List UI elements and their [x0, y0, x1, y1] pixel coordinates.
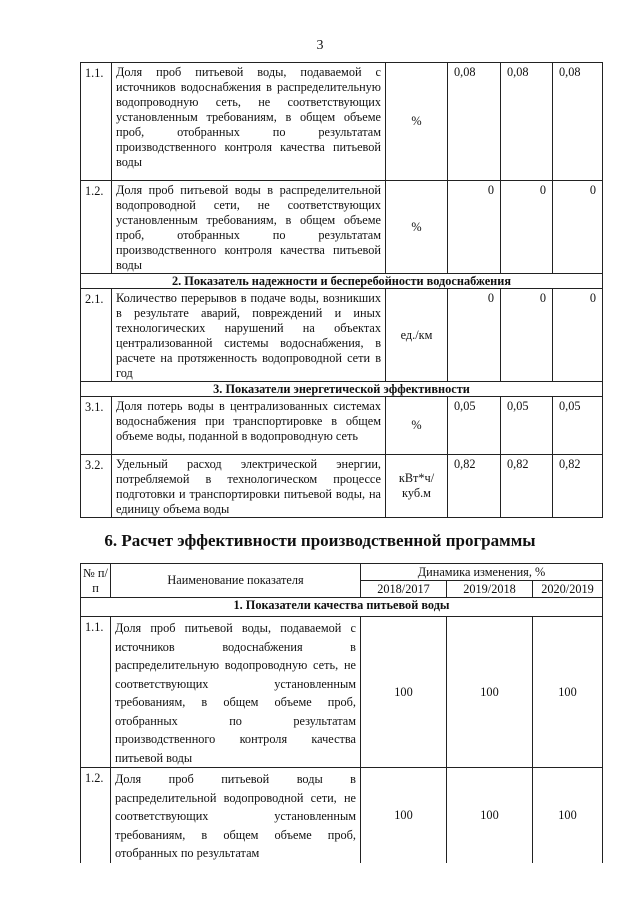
section-row: [81, 598, 603, 617]
section-title: 2. Показатель надежности и бесперебойности водоснабжения: [81, 274, 603, 289]
value-cell: 100: [361, 768, 447, 863]
indicator-unit: %: [386, 181, 448, 274]
indicator-name: Количество перерывов в подаче воды, возникших в результате аварий, повреждений и иных технологических нарушений на объектах централизованной системы водоснабжения, в расчете на протяженность водопроводной сети в год: [112, 289, 386, 382]
value-cell: 0,82: [553, 455, 603, 518]
indicator-unit: %: [386, 63, 448, 181]
row-number: 2.1.: [81, 289, 112, 382]
table-row: [81, 768, 603, 863]
section-heading: 6. Расчет эффективности производственной программы: [104, 531, 536, 550]
row-number: 1.1.: [81, 617, 111, 768]
value-cell: 0,08: [553, 63, 603, 181]
table-row: [81, 455, 603, 518]
indicator-name: Доля проб питьевой воды, подаваемой с источников водоснабжения в распределительную водопроводную сеть, не соответствующих установленным требованиям, в общем объеме проб, отобранных по результатам производственного контроля качества питьевой воды: [111, 617, 361, 768]
value-cell: 100: [447, 617, 533, 768]
value-cell: 0,05: [448, 397, 501, 455]
row-number: 1.2.: [81, 768, 111, 863]
row-number: 3.2.: [81, 455, 112, 518]
table-row: [81, 617, 603, 768]
indicator-unit: %: [386, 397, 448, 455]
value-cell: 100: [447, 768, 533, 863]
row-number: 3.1.: [81, 397, 112, 455]
header-dynamics: Динамика изменения, %: [361, 564, 603, 581]
header-row: [81, 564, 603, 581]
value-cell: 0: [553, 289, 603, 382]
value-cell: 0: [448, 181, 501, 274]
indicators-table: [80, 62, 603, 518]
indicator-name: Доля проб питьевой воды, подаваемой с источников водоснабжения в распределительную водопроводную сеть, не соответствующих установленным требованиям, в общем объеме проб, отобранных по результатам производственного контроля качества питьевой воды: [112, 63, 386, 181]
section-row: [81, 274, 603, 289]
table-row: [81, 181, 603, 274]
value-cell: 0,05: [501, 397, 553, 455]
value-cell: 0,05: [553, 397, 603, 455]
value-cell: 0,08: [501, 63, 553, 181]
value-cell: 0: [501, 181, 553, 274]
efficiency-table: [80, 563, 603, 863]
header-year: 2019/2018: [447, 581, 533, 598]
value-cell: 0,82: [448, 455, 501, 518]
value-cell: 0: [501, 289, 553, 382]
row-number: 1.2.: [81, 181, 112, 274]
value-cell: 100: [533, 617, 603, 768]
value-cell: 0: [553, 181, 603, 274]
indicator-unit: ед./км: [386, 289, 448, 382]
value-cell: 100: [533, 768, 603, 863]
indicator-name: Удельный расход электрической энергии, потребляемой в технологическом процессе подготовки и транспортировки питьевой воды, на единицу объема воды: [112, 455, 386, 518]
value-cell: 0,08: [448, 63, 501, 181]
header-name: Наименование показателя: [111, 564, 361, 598]
value-cell: 100: [361, 617, 447, 768]
indicator-name: Доля потерь воды в централизованных системах водоснабжения при транспортировке в общем объеме воды, поданной в водопроводную сеть: [112, 397, 386, 455]
indicator-name: Доля проб питьевой воды в распределительной водопроводной сети, не соответствующих установленным требованиям, в общем объеме проб, отобранных по результатам производственного контроля качества питьевой воды: [112, 181, 386, 274]
value-cell: 0,82: [501, 455, 553, 518]
row-number: 1.1.: [81, 63, 112, 181]
section-title: 3. Показатели энергетической эффективности: [81, 382, 603, 397]
section-title: 1. Показатели качества питьевой воды: [81, 598, 603, 617]
page-number: 3: [316, 38, 324, 53]
header-num: № п/п: [81, 564, 111, 598]
header-year: 2018/2017: [361, 581, 447, 598]
table-row: [81, 397, 603, 455]
header-year: 2020/2019: [533, 581, 603, 598]
section-row: [81, 382, 603, 397]
table-row: [81, 289, 603, 382]
indicator-unit: кВт*ч/ куб.м: [386, 455, 448, 518]
value-cell: 0: [448, 289, 501, 382]
table-row: [81, 63, 603, 181]
indicator-name: Доля проб питьевой воды в распределительной водопроводной сети, не соответствующих установленным требованиям, в общем объеме проб, отобранных по результатам: [111, 768, 361, 863]
